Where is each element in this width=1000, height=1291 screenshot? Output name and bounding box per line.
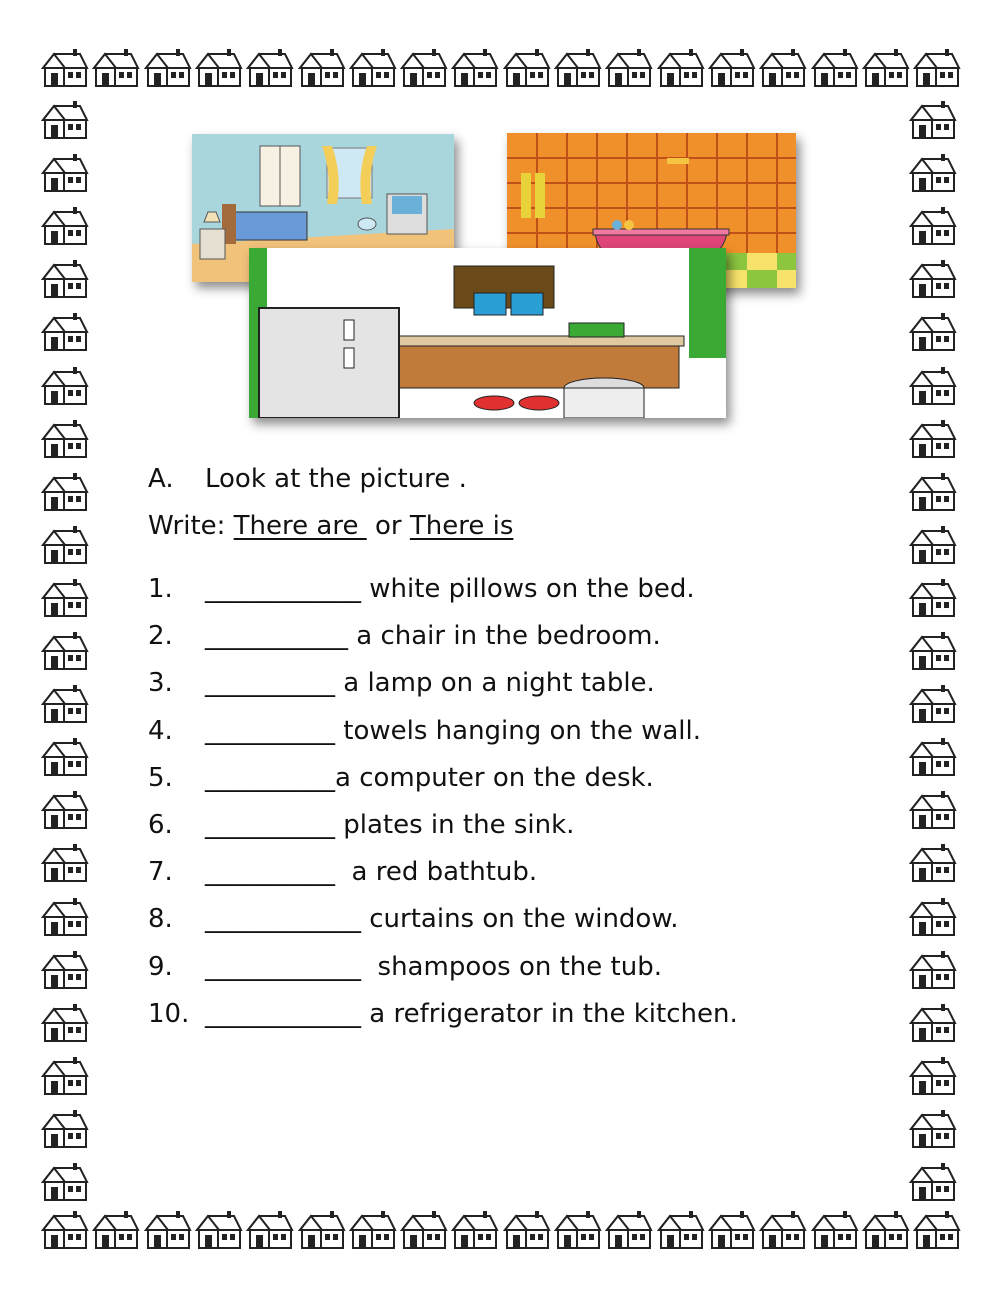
house-icon — [348, 1210, 398, 1250]
item-sentence — [205, 857, 537, 887]
house-icon — [656, 48, 706, 88]
house-icon — [40, 100, 90, 140]
item-number: 8. — [148, 904, 173, 935]
house-icon — [656, 1210, 706, 1250]
item-sentence — [205, 621, 661, 651]
house-icon — [861, 48, 911, 88]
house-icon — [40, 631, 90, 671]
house-icon — [40, 578, 90, 618]
item-sentence — [205, 763, 654, 793]
house-icon — [908, 206, 958, 246]
house-icon — [908, 419, 958, 459]
answer-blank[interactable]: ____________ — [205, 904, 361, 935]
item-number: 5. — [148, 762, 173, 793]
answer-blank[interactable]: ____________ — [205, 574, 361, 604]
house-icon — [40, 843, 90, 883]
item-number: 4. — [148, 715, 173, 746]
house-icon — [450, 48, 500, 88]
house-icon — [40, 259, 90, 299]
house-icon — [908, 1109, 958, 1149]
sentence-text: a computer on the desk. — [335, 762, 654, 793]
house-icon — [40, 737, 90, 777]
house-icon — [40, 1162, 90, 1202]
house-icon — [91, 1210, 141, 1250]
house-icon — [908, 153, 958, 193]
item-sentence — [205, 904, 678, 934]
house-icon — [908, 790, 958, 830]
house-icon — [908, 525, 958, 565]
sentence-text: white pillows on the bed. — [361, 574, 695, 604]
item-sentence — [205, 574, 695, 604]
house-icon — [297, 48, 347, 88]
house-icon — [908, 1056, 958, 1096]
house-icon — [40, 48, 90, 88]
house-icon — [143, 48, 193, 88]
house-icon — [861, 1210, 911, 1250]
answer-blank[interactable]: ____________ — [205, 998, 361, 1029]
house-icon — [40, 684, 90, 724]
item-sentence — [205, 716, 701, 746]
house-icon — [908, 684, 958, 724]
sentence-text: towels hanging on the wall. — [335, 715, 702, 746]
house-icon — [553, 1210, 603, 1250]
house-icon — [908, 578, 958, 618]
house-icon — [40, 206, 90, 246]
house-icon — [502, 1210, 552, 1250]
item-number: 3. — [148, 668, 173, 699]
house-icon — [810, 1210, 860, 1250]
sentence-text: shampoos on the tub. — [361, 951, 662, 982]
house-icon — [40, 419, 90, 459]
sentence-text: curtains on the window. — [361, 904, 679, 935]
house-icon — [40, 950, 90, 990]
or-text: or — [374, 511, 402, 541]
house-icon — [810, 48, 860, 88]
house-icon — [194, 48, 244, 88]
house-icon — [908, 312, 958, 352]
house-icon — [502, 48, 552, 88]
item-sentence — [205, 952, 662, 982]
house-icon — [40, 525, 90, 565]
house-icon — [40, 897, 90, 937]
house-icon — [908, 897, 958, 937]
house-icon — [40, 153, 90, 193]
sentence-text: plates in the sink. — [335, 810, 575, 840]
house-icon — [912, 48, 962, 88]
house-icon — [908, 259, 958, 299]
kitchen-illustration — [249, 248, 726, 418]
answer-blank[interactable]: ___________ — [205, 621, 348, 652]
item-number: 1. — [148, 574, 173, 604]
sentence-text: a chair in the bedroom. — [348, 621, 661, 652]
house-icon — [908, 631, 958, 671]
house-icon — [297, 1210, 347, 1250]
house-icon — [91, 48, 141, 88]
house-icon — [908, 366, 958, 406]
house-icon — [604, 48, 654, 88]
house-icon — [40, 472, 90, 512]
sentence-text: a red bathtub. — [335, 857, 538, 888]
house-icon — [40, 1210, 90, 1250]
item-number: 9. — [148, 951, 173, 982]
house-icon — [908, 472, 958, 512]
answer-blank[interactable]: __________ — [205, 762, 335, 793]
house-icon — [399, 48, 449, 88]
item-number: 2. — [148, 621, 173, 652]
option-there-is: There is — [409, 511, 514, 541]
house-icon — [399, 1210, 449, 1250]
house-icon — [40, 790, 90, 830]
house-icon — [40, 1056, 90, 1096]
house-icon — [143, 1210, 193, 1250]
item-sentence — [205, 810, 574, 840]
answer-blank[interactable]: __________ — [205, 668, 335, 699]
write-label: Write: — [148, 511, 226, 541]
house-icon — [40, 1109, 90, 1149]
sentence-text: a refrigerator in the kitchen. — [361, 998, 738, 1029]
option-there-are: There are — [233, 511, 367, 541]
write-instruction — [148, 511, 513, 541]
house-icon — [908, 100, 958, 140]
answer-blank[interactable]: __________ — [205, 857, 335, 888]
answer-blank[interactable]: __________ — [205, 810, 335, 840]
house-icon — [908, 1003, 958, 1043]
house-icon — [707, 48, 757, 88]
house-icon — [194, 1210, 244, 1250]
house-icon — [908, 843, 958, 883]
house-icon — [908, 737, 958, 777]
house-icon — [758, 48, 808, 88]
house-icon — [908, 950, 958, 990]
answer-blank[interactable]: ____________ — [205, 951, 361, 982]
sentence-text: a lamp on a night table. — [335, 668, 655, 699]
section-a-instruction: Look at the picture . — [205, 464, 467, 494]
house-icon — [40, 1003, 90, 1043]
house-icon — [908, 1162, 958, 1202]
item-number: 10. — [148, 998, 190, 1029]
house-icon — [40, 366, 90, 406]
item-sentence — [205, 999, 738, 1029]
house-icon — [912, 1210, 962, 1250]
house-icon — [553, 48, 603, 88]
house-icon — [40, 312, 90, 352]
item-number: 7. — [148, 857, 173, 888]
kitchen-picture — [249, 248, 726, 418]
section-a-marker: A. — [148, 464, 174, 494]
house-icon — [348, 48, 398, 88]
item-number: 6. — [148, 810, 173, 840]
house-icon — [245, 48, 295, 88]
answer-blank[interactable]: __________ — [205, 715, 335, 746]
house-icon — [604, 1210, 654, 1250]
house-icon — [758, 1210, 808, 1250]
item-sentence — [205, 668, 655, 698]
house-icon — [245, 1210, 295, 1250]
house-icon — [450, 1210, 500, 1250]
house-icon — [707, 1210, 757, 1250]
